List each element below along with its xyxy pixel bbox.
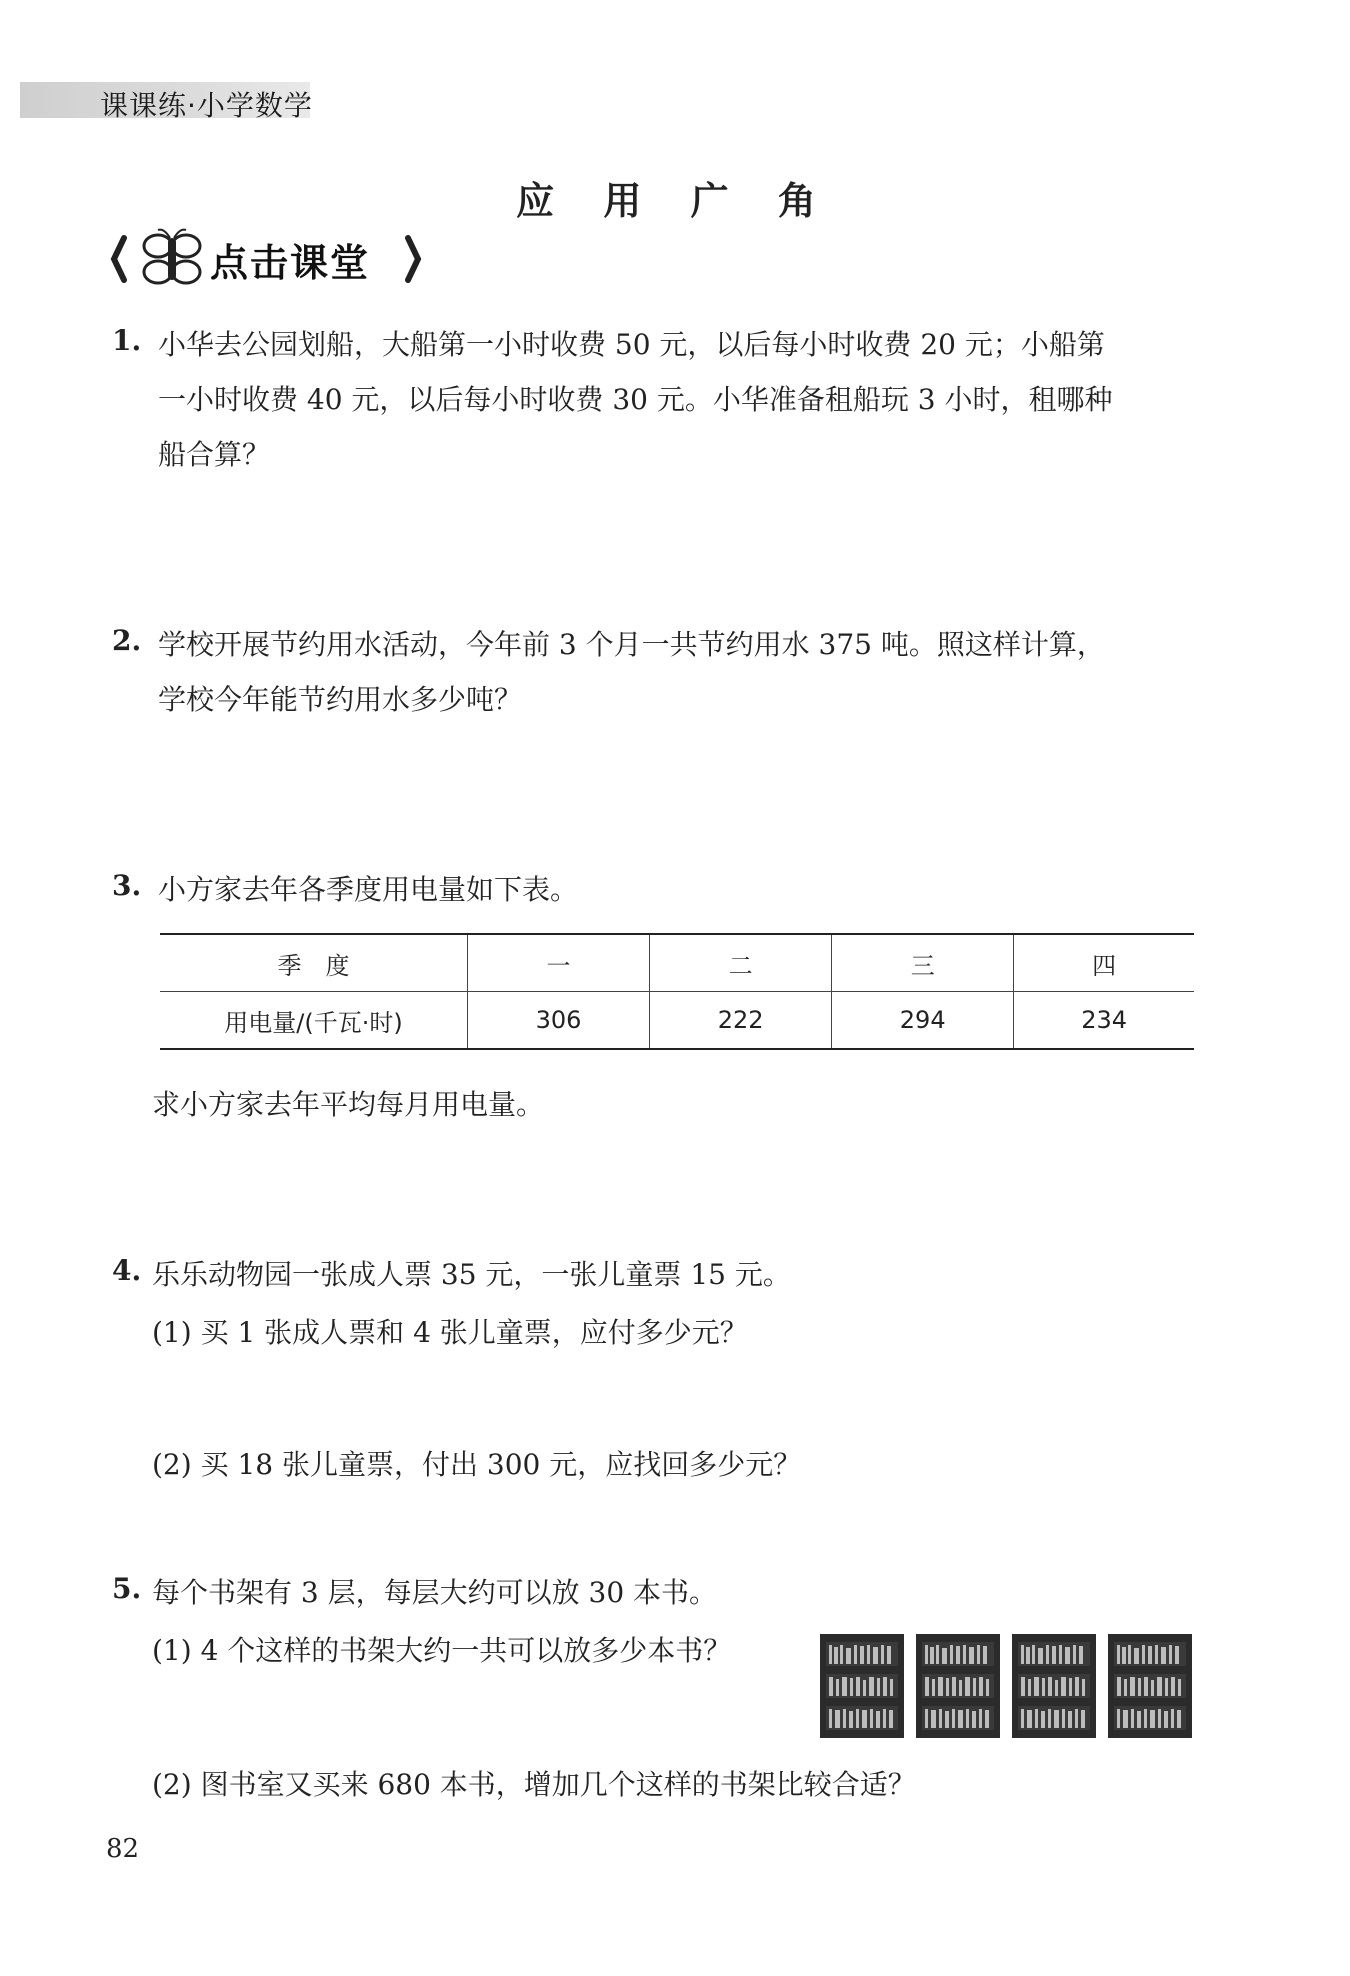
table-cell: 306 xyxy=(468,992,650,1050)
table-header-row xyxy=(160,934,1194,992)
question-text: 船合算？ xyxy=(158,438,271,471)
electricity-table xyxy=(160,933,1194,1050)
table-header-cell: 季 度 xyxy=(160,934,468,992)
table-row-label: 用电量/(千瓦·时) xyxy=(160,992,468,1050)
sub-question: (2) 图书室又买来 680 本书，增加几个这样的书架比较合适？ xyxy=(152,1768,916,1801)
section-title: 点击课堂 xyxy=(210,241,371,285)
table-cell: 222 xyxy=(650,992,832,1050)
question-text: 学校今年能节约用水多少吨？ xyxy=(158,683,523,716)
bookshelf-images xyxy=(820,1634,1195,1742)
bookshelf-group xyxy=(820,1634,1195,1738)
table-cell: 234 xyxy=(1014,992,1194,1050)
question-text: 求小方家去年平均每月用电量。 xyxy=(152,1088,545,1121)
page-number: 82 xyxy=(106,1834,140,1864)
table-cell: 294 xyxy=(832,992,1014,1050)
question-number: 5. xyxy=(112,1572,142,1605)
table-header-cell: 三 xyxy=(832,934,1014,992)
question-number: 3. xyxy=(112,869,142,902)
question-text: 乐乐动物园一张成人票 35 元，一张儿童票 15 元。 xyxy=(152,1258,791,1291)
series-title: 课课练·小学数学 xyxy=(100,89,313,122)
sub-question: (2) 买 18 张儿童票，付出 300 元，应找回多少元？ xyxy=(152,1448,802,1481)
sub-question: (1) 买 1 张成人票和 4 张儿童票，应付多少元？ xyxy=(152,1316,748,1349)
bookshelf-icon xyxy=(1012,1634,1096,1738)
bookshelf-icon xyxy=(916,1634,1000,1738)
question-number: 2. xyxy=(112,624,142,657)
question-text: 一小时收费 40 元，以后每小时收费 30 元。小华准备租船玩 3 小时，租哪种 xyxy=(158,383,1113,416)
bookshelf-icon xyxy=(820,1634,904,1738)
page-title: 应 用 广 角 xyxy=(516,179,834,223)
bookshelf-icon xyxy=(1108,1634,1192,1738)
sub-question: (1) 4 个这样的书架大约一共可以放多少本书？ xyxy=(152,1634,732,1667)
section-banner xyxy=(110,228,430,290)
question-number: 1. xyxy=(112,324,142,357)
table-header-cell: 二 xyxy=(650,934,832,992)
butterfly-icon xyxy=(144,230,200,283)
table-row xyxy=(160,992,1194,1050)
table-header-cell: 四 xyxy=(1014,934,1194,992)
question-number: 4. xyxy=(112,1254,142,1287)
question-text: 每个书架有 3 层，每层大约可以放 30 本书。 xyxy=(152,1576,718,1609)
question-text: 小方家去年各季度用电量如下表。 xyxy=(158,873,579,906)
question-text: 小华去公园划船，大船第一小时收费 50 元，以后每小时收费 20 元；小船第 xyxy=(158,328,1105,361)
question-text: 学校开展节约用水活动，今年前 3 个月一共节约用水 375 吨。照这样计算， xyxy=(158,628,1105,661)
table-header-cell: 一 xyxy=(468,934,650,992)
